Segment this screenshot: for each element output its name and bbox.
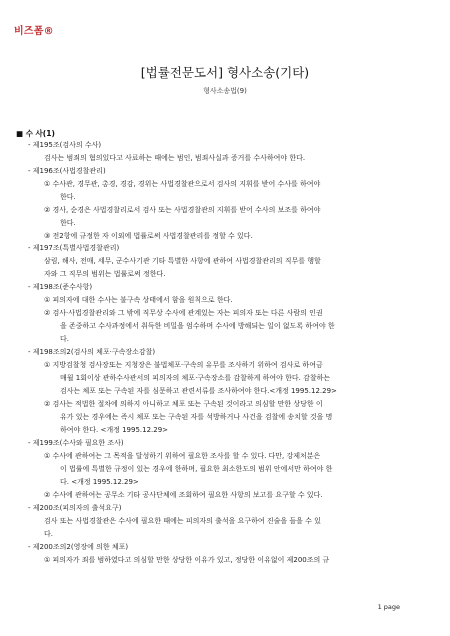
text-line: - 제199조(수사와 필요한 조사): [28, 439, 124, 447]
text-line: 을 존중하고 수사과정에서 취득한 비밀을 엄수하며 수사에 방해되는 일이 없도록 하여야 한: [60, 322, 335, 330]
document-title: [법률전문도서] 형사소송(기타): [140, 65, 310, 80]
text-line: 자와 그 직무의 범위는 법률로써 정한다.: [44, 270, 166, 278]
document-subtitle: 형사소송법(9): [203, 87, 247, 95]
text-line: ③ 전2항에 규정한 자 이외에 법률로써 사법경찰관리를 정할 수 있다.: [44, 232, 253, 240]
bizforms-logo: 비즈폼®: [14, 26, 54, 37]
text-line: - 제197조(특별사법경찰관리): [28, 244, 120, 252]
text-line: 다.: [44, 530, 53, 538]
text-line: - 제200조(피의자의 출석요구): [28, 504, 122, 512]
text-line: - 제198조의2(검사의 체포·구속장소감찰): [28, 348, 156, 356]
text-line: - 제198조(준수사항): [28, 283, 93, 291]
text-line: ① 수사관, 경무관, 총경, 경감, 경위는 사법경찰관으로서 검사의 지휘를 받어 수사를 하여야: [44, 180, 321, 188]
text-line: 매월 1회이상 관하수사관서의 피의자의 체포·구속장소를 감찰하게 하여야 한다. 감찰하는: [60, 374, 331, 382]
text-line: 검사 또는 사법경찰관은 수사에 필요한 때에는 피의자의 출석을 요구하여 진술을 들을 수 있: [44, 517, 321, 525]
text-line: ① 피의자가 죄를 범하였다고 의심할 만한 상당한 이유가 있고, 정당한 이유없이 제200조의 규: [44, 556, 330, 564]
text-line: - 제200조의2(영장에 의한 체포): [28, 543, 129, 551]
section-heading: ■ 수 사(1): [16, 129, 55, 138]
text-line: 이 법률에 특별한 규정이 있는 경우에 한하며, 필요한 최소한도의 범위 안에서만 하여야 한: [60, 465, 333, 473]
text-line: ① 수사에 관하여는 그 목적을 달성하기 위하여 필요한 조사를 할 수 있다. 다만, 강제처분은: [44, 452, 321, 460]
text-line: ② 검사는 적법한 절차에 의하지 아니하고 체포 또는 구속된 것이라고 의심할 만한 상당한 이: [44, 400, 323, 408]
text-line: ① 지방검찰청 검사장또는 지청장은 불법체포·구속의 유무를 조사하기 위하여 검사로 하여금: [44, 361, 323, 369]
text-line: 다. <개정 1995.12.29>: [60, 478, 139, 486]
page-number: 1 page: [377, 603, 400, 611]
text-line: 검사는 체포 또는 구속된 자를 심문하고 관련서류를 조사하여야 한다.<개정 1995.12.29>: [60, 387, 337, 395]
text-line: ② 검사·사법경찰관리와 그 밖에 직무상 수사에 관계있는 자는 피의자 또는 다른 사람의 인권: [44, 309, 323, 317]
text-line: - 제195조(검사의 수사): [28, 141, 102, 149]
text-line: 삼림, 해사, 전매, 세무, 군수사기관 기타 특별한 사항에 관하여 사법경찰관리의 직무를 행할: [44, 257, 321, 265]
text-line: 다.: [60, 335, 69, 343]
text-line: 한다.: [60, 193, 76, 201]
text-line: ② 경사, 순경은 사법경찰리로서 검사 또는 사법경찰관의 지휘를 받어 수사의 보조를 하여야: [44, 206, 321, 214]
text-line: 한다.: [60, 219, 76, 227]
text-line: 하여야 한다. <개정 1995.12.29>: [60, 426, 169, 434]
text-line: - 제196조(사법경찰관리): [28, 167, 106, 175]
text-line: ① 피의자에 대한 수사는 불구속 상태에서 함을 원칙으로 한다.: [44, 296, 233, 304]
text-line: 유가 있는 경우에는 즉시 체포 또는 구속된 자를 석방하거나 사건을 검찰에 송치할 것을 명: [60, 413, 333, 421]
text-line: 검사는 범죄의 혐의있다고 사료하는 때에는 범인, 범죄사실과 증거를 수사하여야 한다.: [44, 154, 306, 162]
text-line: ② 수사에 관하여는 공무소 기타 공사단체에 조회하여 필요한 사항의 보고를 요구할 수 있다.: [44, 491, 323, 499]
